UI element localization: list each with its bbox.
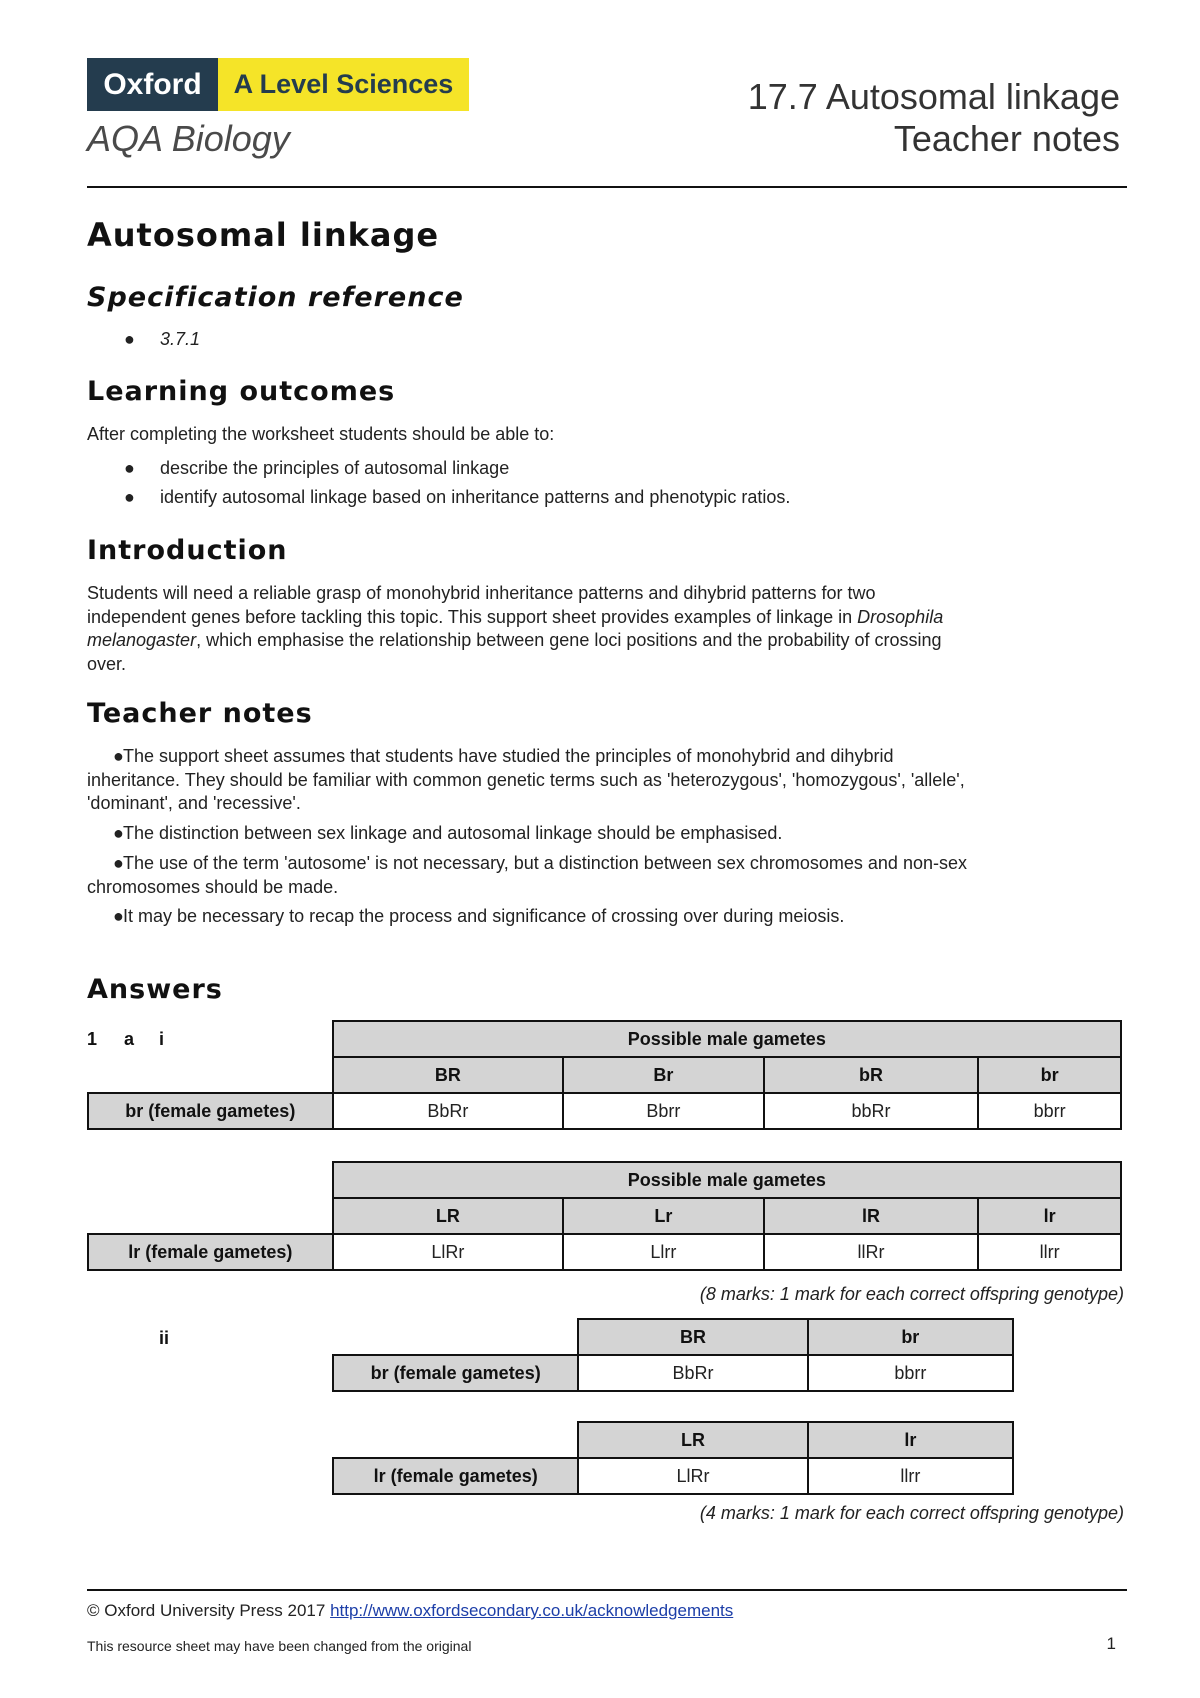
page-subtitle: Teacher notes: [893, 118, 1120, 159]
question-subpart-ii: ii: [159, 1328, 170, 1348]
outcome-text: identify autosomal linkage based on inheritance patterns and phenotypic ratios.: [160, 487, 791, 507]
empty-cell: [88, 1198, 333, 1234]
bullet-icon: ●: [113, 823, 124, 843]
page-title: 17.7 Autosomal linkage: [747, 76, 1120, 117]
gamete-table-2: [87, 1161, 1122, 1271]
column-header: lR: [764, 1198, 979, 1234]
table-cell: bbrr: [808, 1355, 1013, 1391]
table-title: Possible male gametes: [333, 1162, 1121, 1198]
table-title: Possible male gametes: [333, 1021, 1121, 1057]
empty-cell: [333, 1319, 578, 1355]
table-cell: BbRr: [578, 1355, 807, 1391]
note-text: The support sheet assumes that students have studied the principles of monohybrid and dihybrid inheritance. They should be familiar with common genetic terms such as 'heterozygous', 'homozygous', 'allele', 'dominant', and 'recessive'.: [87, 746, 965, 813]
table-cell: Llrr: [563, 1234, 764, 1270]
row-header: lr (female gametes): [333, 1458, 578, 1494]
copyright-text: © Oxford University Press 2017: [87, 1601, 326, 1620]
intro-text-cont: , which emphasise the relationship between gene loci positions and the probability of crossing over.: [87, 630, 942, 674]
outcome-text: describe the principles of autosomal linkage: [160, 458, 510, 478]
question-subpart-i: i: [159, 1029, 165, 1049]
column-header: Br: [563, 1057, 764, 1093]
table-cell: LlRr: [578, 1458, 807, 1494]
note-text: The use of the term 'autosome' is not necessary, but a distinction between sex chromosomes and non-sex chromosomes should be made.: [87, 853, 967, 897]
answers-heading: Answers: [87, 974, 223, 1005]
table-cell: BbRr: [333, 1093, 564, 1129]
column-header: lr: [808, 1422, 1013, 1458]
column-header: lr: [978, 1198, 1121, 1234]
note-item: [87, 822, 967, 846]
bullet-icon: ●: [113, 746, 124, 766]
marks-note-i: (8 marks: 1 mark for each correct offspring genotype): [699, 1284, 1124, 1304]
table-row: [88, 1198, 1121, 1234]
footer-copyright-line: [87, 1601, 733, 1621]
note-item: [87, 745, 967, 816]
table-row: [88, 1162, 1121, 1198]
question-number: 1: [87, 1029, 98, 1049]
empty-cell: [333, 1422, 578, 1458]
table-row: [88, 1093, 1121, 1129]
table-row: [333, 1355, 1013, 1391]
column-header: LR: [578, 1422, 807, 1458]
gamete-table-4: [332, 1421, 1014, 1495]
table-cell: llrr: [808, 1458, 1013, 1494]
table-cell: llrr: [978, 1234, 1121, 1270]
row-header: lr (female gametes): [88, 1234, 333, 1270]
question-part: a: [124, 1029, 135, 1049]
note-item: [87, 905, 967, 929]
table-cell: llRr: [764, 1234, 979, 1270]
note-text: It may be necessary to recap the process and significance of crossing over during meiosis.: [123, 906, 845, 926]
column-header: br: [978, 1057, 1121, 1093]
column-header: BR: [578, 1319, 807, 1355]
intro-paragraph: [87, 582, 947, 676]
acknowledgements-link[interactable]: http://www.oxfordsecondary.co.uk/acknowledgements: [330, 1601, 734, 1620]
table-row: [88, 1021, 1121, 1057]
table-row: [333, 1422, 1013, 1458]
table-cell: bbrr: [978, 1093, 1121, 1129]
outcome-item: [124, 458, 510, 479]
empty-cell: [88, 1021, 333, 1057]
spec-text: 3.7.1: [160, 329, 201, 349]
oxford-logo: Oxford: [87, 58, 218, 111]
outcome-item: [124, 487, 791, 508]
outcomes-heading: Learning outcomes: [87, 376, 396, 407]
bullet-icon: ●: [113, 906, 124, 926]
species-name: Drosophila melanogaster: [87, 606, 944, 650]
empty-cell: [88, 1057, 333, 1093]
note-text: The distinction between sex linkage and autosomal linkage should be emphasised.: [123, 823, 783, 843]
column-header: BR: [333, 1057, 564, 1093]
table-row: [88, 1234, 1121, 1270]
bullet-icon: ●: [124, 487, 135, 507]
column-header: LR: [333, 1198, 564, 1234]
intro-heading: Introduction: [87, 535, 288, 566]
subject-name: AQA Biology: [87, 118, 290, 159]
spec-heading: Specification reference: [87, 282, 464, 313]
column-header: Lr: [563, 1198, 764, 1234]
table-cell: bbRr: [764, 1093, 979, 1129]
empty-cell: [88, 1162, 333, 1198]
bullet-icon: ●: [124, 458, 135, 478]
teacher-notes-heading: Teacher notes: [87, 698, 313, 729]
marks-note-ii: (4 marks: 1 mark for each correct offspring genotype): [699, 1503, 1124, 1523]
row-header: br (female gametes): [333, 1355, 578, 1391]
table-row: [88, 1057, 1121, 1093]
main-heading: Autosomal linkage: [87, 216, 440, 254]
table-cell: LlRr: [333, 1234, 564, 1270]
page-number: 1: [1106, 1634, 1116, 1653]
note-item: [87, 852, 967, 899]
gamete-table-1: [87, 1020, 1122, 1130]
gamete-table-3: [332, 1318, 1014, 1392]
header-divider: [87, 186, 1127, 188]
column-header: bR: [764, 1057, 979, 1093]
outcomes-intro: After completing the worksheet students should be able to:: [87, 424, 555, 444]
series-logo: A Level Sciences: [218, 58, 469, 111]
bullet-icon: ●: [113, 853, 124, 873]
intro-text: Students will need a reliable grasp of monohybrid inheritance patterns and dihybrid patterns for two independent genes before tackling this topic. This support sheet provides examples of linkage in: [87, 583, 876, 627]
bullet-icon: ●: [124, 329, 135, 349]
table-row: [333, 1458, 1013, 1494]
table-cell: Bbrr: [563, 1093, 764, 1129]
spec-item: [124, 329, 201, 350]
footer-disclaimer: This resource sheet may have been changed from the original: [87, 1638, 472, 1654]
column-header: br: [808, 1319, 1013, 1355]
row-header: br (female gametes): [88, 1093, 333, 1129]
footer-divider: [87, 1589, 1127, 1591]
table-row: [333, 1319, 1013, 1355]
